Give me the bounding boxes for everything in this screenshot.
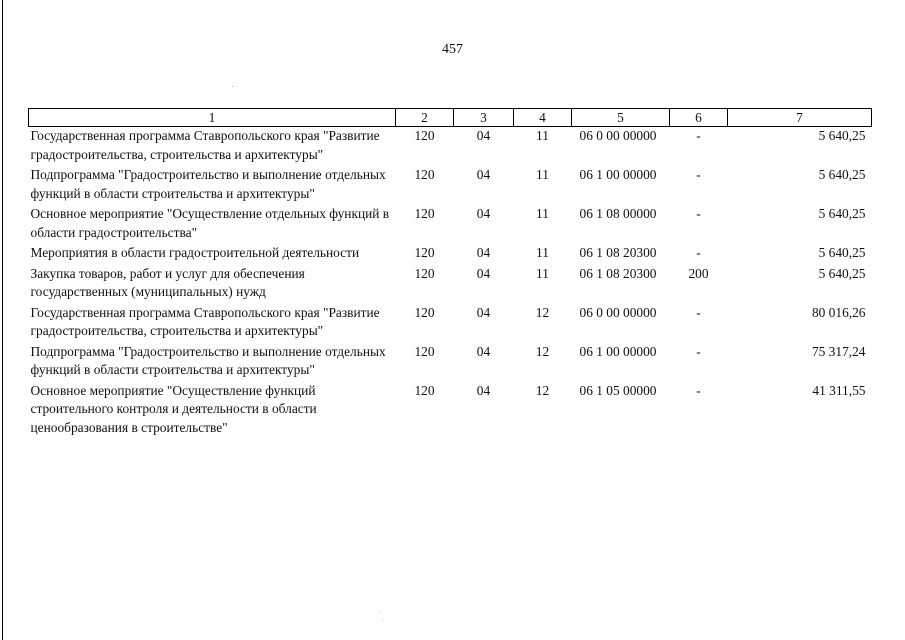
row-subsection-code: 12 (535, 304, 550, 320)
row-subsection-code: 12 (535, 343, 550, 359)
table-row (29, 127, 872, 167)
row-expense-type-code: - (696, 343, 701, 359)
row-ministry-code: 120 (414, 245, 435, 260)
row-expense-type-code: 200 (688, 265, 709, 281)
row-expense-type-code: - (696, 304, 701, 320)
row-ministry-code: 120 (414, 265, 435, 281)
row-amount: 5 640,25 (818, 245, 866, 260)
row-subsection-code: 11 (536, 128, 549, 143)
row-section-code: 04 (476, 304, 491, 320)
row-ministry-code: 120 (414, 304, 435, 320)
row-name: Мероприятия в области градостроительной деятельности (30, 245, 360, 260)
row-subsection-code: 11 (536, 245, 549, 260)
row-amount: 5 640,25 (818, 128, 866, 143)
row-amount: 41 311,55 (812, 382, 866, 398)
column-header: 4 (514, 109, 572, 127)
column-header: 2 (396, 109, 454, 127)
left-margin-line (2, 0, 3, 640)
row-ministry-code: 120 (414, 206, 435, 221)
table-row (29, 205, 872, 244)
row-expense-type-code: - (696, 128, 701, 143)
table-row (29, 244, 872, 265)
row-subsection-code: 11 (536, 167, 549, 182)
row-target-item-code: 06 1 00 00000 (579, 343, 657, 359)
row-ministry-code: 120 (414, 343, 435, 359)
row-name: Подпрограмма "Градостроительство и выполнение отдельных функций в области строительства и архитектуры" (30, 167, 386, 201)
row-name: Основное мероприятие "Осуществление функций строительного контроля и деятельности в области ценообразования в строительстве" (30, 382, 317, 435)
row-section-code: 04 (476, 382, 491, 398)
row-expense-type-code: - (696, 167, 701, 182)
row-target-item-code: 06 1 08 20300 (579, 245, 657, 260)
row-ministry-code: 120 (414, 167, 435, 182)
row-expense-type-code: - (696, 382, 701, 398)
scan-speck (380, 612, 381, 613)
row-ministry-code: 120 (414, 128, 435, 143)
row-amount: 5 640,25 (818, 206, 866, 221)
row-name: Закупка товаров, работ и услуг для обеспечения государственных (муниципальных) нужд (30, 265, 305, 299)
row-target-item-code: 06 0 00 00000 (579, 128, 657, 143)
row-target-item-code: 06 1 05 00000 (579, 382, 657, 398)
row-name: Государственная программа Ставропольского края "Развитие градостроительства, строительства и архитектуры" (30, 128, 380, 162)
column-header: 5 (572, 109, 670, 127)
row-section-code: 04 (476, 167, 491, 182)
column-header: 3 (454, 109, 514, 127)
row-target-item-code: 06 1 00 00000 (579, 167, 657, 182)
row-target-item-code: 06 1 08 00000 (579, 206, 657, 221)
row-amount: 5 640,25 (818, 265, 866, 281)
row-subsection-code: 11 (536, 206, 549, 221)
row-subsection-code: 11 (536, 265, 549, 281)
row-subsection-code: 12 (535, 382, 550, 398)
budget-table (28, 108, 872, 439)
scan-speck (232, 86, 233, 87)
row-name: Основное мероприятие "Осуществление отдельных функций в области градостроительства" (30, 206, 390, 240)
table-row (29, 166, 872, 205)
row-ministry-code: 120 (414, 382, 435, 398)
table-header-row (29, 109, 872, 127)
row-amount: 5 640,25 (818, 167, 866, 182)
column-header: 1 (29, 109, 396, 127)
table-row (29, 382, 872, 440)
row-expense-type-code: - (696, 206, 701, 221)
scan-speck (382, 620, 383, 621)
table-row (29, 343, 872, 382)
row-target-item-code: 06 0 00 00000 (579, 304, 657, 320)
page-number: 457 (442, 42, 463, 57)
row-name: Подпрограмма "Градостроительство и выполнение отдельных функций в области строительства и архитектуры" (30, 343, 386, 377)
row-section-code: 04 (476, 128, 491, 143)
row-section-code: 04 (476, 206, 491, 221)
row-section-code: 04 (476, 245, 491, 260)
row-amount: 80 016,26 (811, 304, 866, 320)
row-section-code: 04 (476, 265, 491, 281)
row-amount: 75 317,24 (811, 343, 866, 359)
row-target-item-code: 06 1 08 20300 (579, 265, 657, 281)
row-section-code: 04 (476, 343, 491, 359)
column-header: 6 (670, 109, 728, 127)
table-row (29, 265, 872, 304)
table-row (29, 304, 872, 343)
row-name: Государственная программа Ставропольского края "Развитие градостроительства, строительства и архитектуры" (30, 304, 380, 338)
column-header: 7 (728, 109, 872, 127)
row-expense-type-code: - (696, 245, 701, 260)
